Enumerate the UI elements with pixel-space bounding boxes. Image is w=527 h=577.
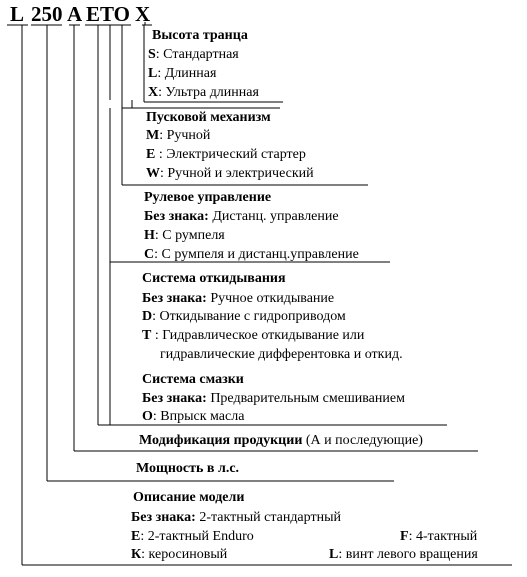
steering-h: H: С румпеля	[144, 228, 225, 243]
transom-l: L: Длинная	[148, 66, 217, 81]
steering-c: C: С румпеля и дистанц.управление	[144, 247, 359, 262]
model-f: F: 4-тактный	[400, 529, 478, 544]
tilt-d: D: Откидывание с гидроприводом	[142, 309, 346, 324]
model-k: К: керосиновый	[131, 547, 228, 562]
transom-title: Высота транца	[152, 28, 248, 43]
model-none: Без знака: 2-тактный стандартный	[131, 510, 341, 525]
steering-title: Рулевое управление	[144, 190, 272, 205]
code-transom: X	[135, 2, 151, 26]
modification-label: Модификация продукции (А и последующие)	[139, 433, 423, 448]
tilt-title: Система откидывания	[142, 271, 286, 286]
steering-none: Без знака: Дистанц. управление	[144, 209, 339, 224]
lube-o: O: Впрыск масла	[142, 409, 245, 424]
model-e: E: 2-тактный Enduro	[131, 529, 254, 544]
model-lv: L: винт левого вращения	[329, 547, 478, 562]
transom-x: X: Ультра длинная	[148, 85, 259, 100]
tilt-none: Без знака: Ручное откидывание	[142, 291, 335, 306]
model-title: Описание модели	[133, 490, 245, 505]
code-modification: A	[67, 2, 83, 26]
code-power: 250	[31, 2, 63, 26]
code-letter-l: L	[10, 2, 25, 26]
starter-m: M: Ручной	[146, 128, 211, 143]
starter-title: Пусковой механизм	[146, 110, 271, 125]
code-eto: ETO	[86, 2, 130, 26]
starter-e: E : Электрический стартер	[146, 147, 306, 162]
lube-none: Без знака: Предварительным смешиванием	[142, 391, 405, 406]
starter-w: W: Ручной и электрический	[146, 166, 314, 181]
tilt-t-continued: гидравлические дифферентовка и откид.	[160, 347, 403, 362]
transom-s: S: Стандартная	[148, 47, 239, 62]
power-label: Мощность в л.с.	[136, 461, 240, 476]
lube-title: Система смазки	[142, 372, 244, 387]
tilt-t: T : Гидравлическое откидывание или	[142, 328, 365, 343]
